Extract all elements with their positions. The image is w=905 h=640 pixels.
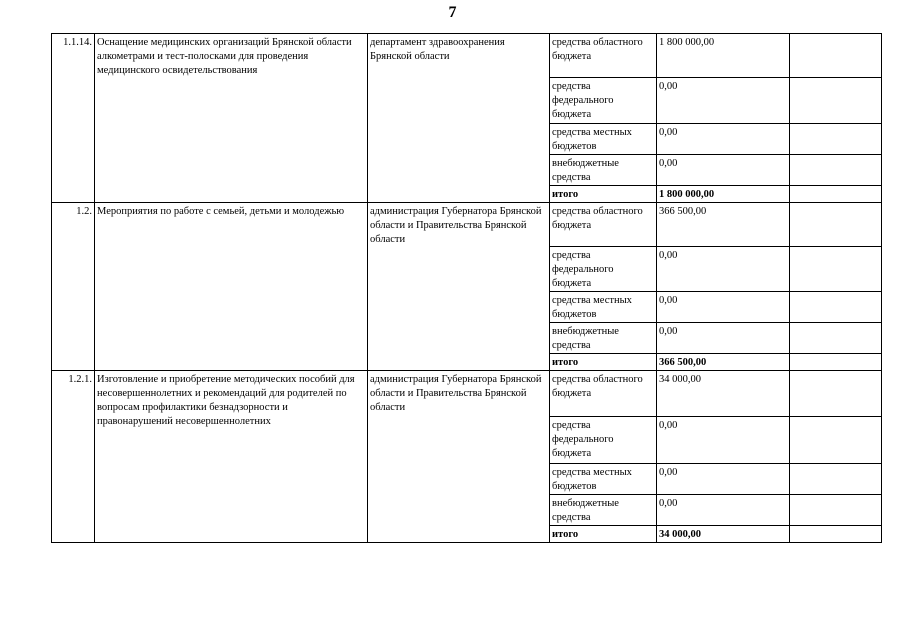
empty-cell (790, 78, 882, 124)
funding-amount: 1 800 000,00 (657, 34, 790, 78)
page-number: 7 (448, 4, 457, 21)
funding-amount: 0,00 (657, 417, 790, 464)
table-row (52, 34, 882, 78)
empty-cell (790, 247, 882, 292)
funding-source-label: средства федерального бюджета (550, 417, 657, 464)
empty-cell (790, 292, 882, 323)
empty-cell (790, 124, 882, 155)
empty-cell (790, 186, 882, 203)
funding-amount: 0,00 (657, 155, 790, 186)
activity-title: Изготовление и приобретение методических пособий для несовершеннолетних и рекомендаций для родителей по вопросам профилактики безнадзорности и правонарушений несовершеннолетних (95, 371, 368, 543)
table-row (52, 203, 882, 247)
program-activities-table (51, 33, 882, 543)
empty-cell (790, 34, 882, 78)
funding-amount: 0,00 (657, 124, 790, 155)
activity-executor: администрация Губернатора Брянской области и Правительства Брянской области (368, 203, 550, 371)
funding-source-label: средства федерального бюджета (550, 247, 657, 292)
empty-cell (790, 155, 882, 186)
funding-source-label: средства областного бюджета (550, 34, 657, 78)
funding-amount: 366 500,00 (657, 203, 790, 247)
funding-source-label: средства местных бюджетов (550, 124, 657, 155)
funding-source-label: внебюджетные средства (550, 323, 657, 354)
funding-source-label: внебюджетные средства (550, 155, 657, 186)
funding-source-label: средства областного бюджета (550, 371, 657, 417)
empty-cell (790, 417, 882, 464)
funding-amount: 0,00 (657, 247, 790, 292)
table-row (52, 371, 882, 417)
funding-amount: 34 000,00 (657, 371, 790, 417)
funding-total-amount: 1 800 000,00 (657, 186, 790, 203)
empty-cell (790, 323, 882, 354)
funding-source-label: средства федерального бюджета (550, 78, 657, 124)
activity-title: Мероприятия по работе с семьей, детьми и молодежью (95, 203, 368, 371)
empty-cell (790, 371, 882, 417)
empty-cell (790, 203, 882, 247)
activity-number: 1.1.14. (52, 34, 95, 203)
funding-amount: 0,00 (657, 464, 790, 495)
funding-source-label: внебюджетные средства (550, 495, 657, 526)
empty-cell (790, 495, 882, 526)
funding-amount: 0,00 (657, 495, 790, 526)
activity-executor: департамент здравоохранения Брянской области (368, 34, 550, 203)
funding-total-label: итого (550, 186, 657, 203)
empty-cell (790, 526, 882, 543)
funding-source-label: средства областного бюджета (550, 203, 657, 247)
empty-cell (790, 354, 882, 371)
activity-number: 1.2.1. (52, 371, 95, 543)
funding-amount: 0,00 (657, 323, 790, 354)
funding-total-amount: 366 500,00 (657, 354, 790, 371)
funding-source-label: средства местных бюджетов (550, 292, 657, 323)
activity-number: 1.2. (52, 203, 95, 371)
activity-executor: администрация Губернатора Брянской области и Правительства Брянской области (368, 371, 550, 543)
funding-total-amount: 34 000,00 (657, 526, 790, 543)
funding-total-label: итого (550, 354, 657, 371)
funding-amount: 0,00 (657, 78, 790, 124)
funding-amount: 0,00 (657, 292, 790, 323)
funding-source-label: средства местных бюджетов (550, 464, 657, 495)
funding-total-label: итого (550, 526, 657, 543)
activity-title: Оснащение медицинских организаций Брянской области алкометрами и тест-полосками для проведения медицинского освидетельствования (95, 34, 368, 203)
empty-cell (790, 464, 882, 495)
